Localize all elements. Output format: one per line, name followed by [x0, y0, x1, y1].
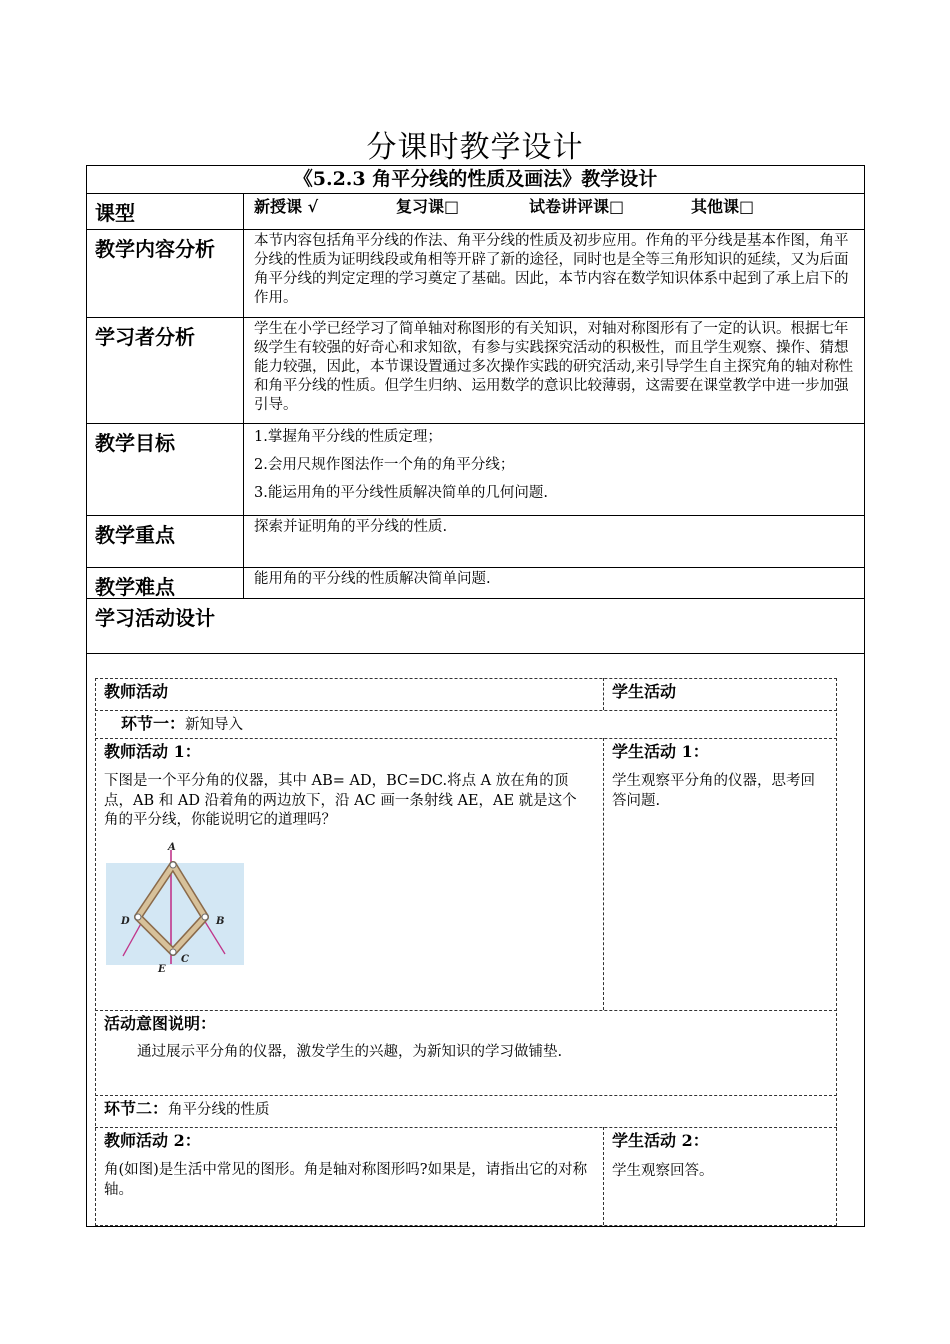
difficulty-text: 能用角的平分线的性质解决简单问题.	[254, 571, 491, 587]
course-type-option: 复习课□	[396, 197, 460, 216]
course-type-options	[244, 194, 864, 229]
content-analysis-text: 本节内容包括角平分线的作法、角平分线的性质及初步应用。作角的平分线是基本作图，角平分线的性质为证明线段或角相等开辟了新的途径，同时也是全等三角形知识的延续，又为后面角平分线的判定定理的学习奠定了基础。因此，本节内容在数学知识体系中起到了承上启下的作用。	[254, 233, 849, 306]
key-point-row	[87, 516, 864, 568]
activity-intent-text: 通过展示平分角的仪器，激发学生的兴趣，为新知识的学习做铺垫.	[137, 1044, 563, 1060]
section-1-heading	[121, 714, 243, 735]
student-activity-header: 学生活动	[612, 682, 677, 701]
section-1-text: 新知导入	[185, 717, 244, 733]
key-point-label: 教学重点	[87, 516, 244, 567]
content-analysis-label: 教学内容分析	[87, 230, 244, 317]
teacher-activity-2-title: 教师活动 2：	[104, 1131, 201, 1150]
section-2-label: 环节二：	[104, 1099, 169, 1118]
course-type-option: 试卷讲评课□	[529, 197, 625, 216]
learner-analysis-text: 学生在小学已经学习了简单轴对称图形的有关知识，对轴对称图形有了一定的认识。根据七年级学生有较强的好奇心和求知欲，有参与实践探究活动的积极性，而且学生观察、操作、猜想能力较强，因此，本节课设置通过多次操作实践的研究活动,来引导学生自主探究角的轴对称性和角平分线的性质。但学生归纳、运用数学的意识比较薄弱，这需要在课堂教学中进一步加强引导。	[254, 321, 854, 413]
objectives-list	[244, 424, 864, 515]
teacher-activity-1-title: 教师活动 1：	[104, 742, 201, 761]
point-label-a: A	[168, 842, 176, 853]
page-title: 分课时教学设计	[366, 130, 584, 165]
learner-analysis-label: 学习者分析	[87, 318, 244, 423]
point-label-b: B	[216, 916, 225, 927]
doc-title-row	[87, 166, 864, 194]
teacher-activity-1-text: 下图是一个平分角的仪器，其中 AB= AD，BC=DC.将点 A 放在角的顶点，AB 和 AD 沿着角的两边放下，沿 AC 画一条射线 AE，AE 就是这个角的平分线，你能说明它的道理吗？	[104, 773, 577, 828]
course-type-label: 课型	[87, 194, 244, 229]
difficulty-row	[87, 568, 864, 599]
student-activity-2-text: 学生观察回答。	[612, 1163, 714, 1179]
doc-title: 《5.2.3 角平分线的性质及画法》教学设计	[293, 168, 658, 190]
activity-design-label: 学习活动设计	[95, 606, 215, 630]
difficulty-label: 教学难点	[87, 568, 244, 598]
point-label-c: C	[181, 954, 189, 965]
key-point-text: 探索并证明角的平分线的性质.	[254, 519, 448, 535]
angle-bisector-instrument-figure	[103, 842, 248, 972]
content-analysis-row	[87, 230, 864, 318]
activity-intent-title: 活动意图说明：	[104, 1014, 217, 1033]
objective-item: 1.掌握角平分线的性质定理；	[254, 429, 442, 445]
activity-table	[95, 678, 837, 1226]
point-label-e: E	[158, 964, 166, 972]
student-activity-1-text: 学生观察平分角的仪器，思考回答问题.	[612, 773, 815, 809]
objectives-label: 教学目标	[87, 424, 244, 515]
student-activity-1-title: 学生活动 1：	[612, 742, 709, 761]
objectives-row	[87, 424, 864, 516]
course-type-row	[87, 194, 864, 230]
activity-design-row	[87, 599, 864, 654]
objective-item: 2.会用尺规作图法作一个角的角平分线；	[254, 457, 515, 473]
course-type-option: 新授课 √	[254, 197, 319, 216]
learner-analysis-row	[87, 318, 864, 424]
section-2-heading	[104, 1099, 270, 1120]
teacher-activity-2-text: 角(如图)是生活中常见的图形。角是轴对称图形吗?如果是，请指出它的对称轴。	[104, 1162, 588, 1198]
teacher-activity-header: 教师活动	[104, 682, 169, 701]
student-activity-2-title: 学生活动 2：	[612, 1131, 709, 1150]
section-1-label: 环节一：	[121, 714, 186, 733]
point-label-d: D	[121, 916, 130, 927]
section-2-text: 角平分线的性质	[168, 1102, 270, 1118]
lesson-table	[86, 165, 865, 1227]
objective-item: 3.能运用角的平分线性质解决简单的几何问题.	[254, 485, 548, 501]
course-type-option: 其他课□	[691, 197, 755, 216]
